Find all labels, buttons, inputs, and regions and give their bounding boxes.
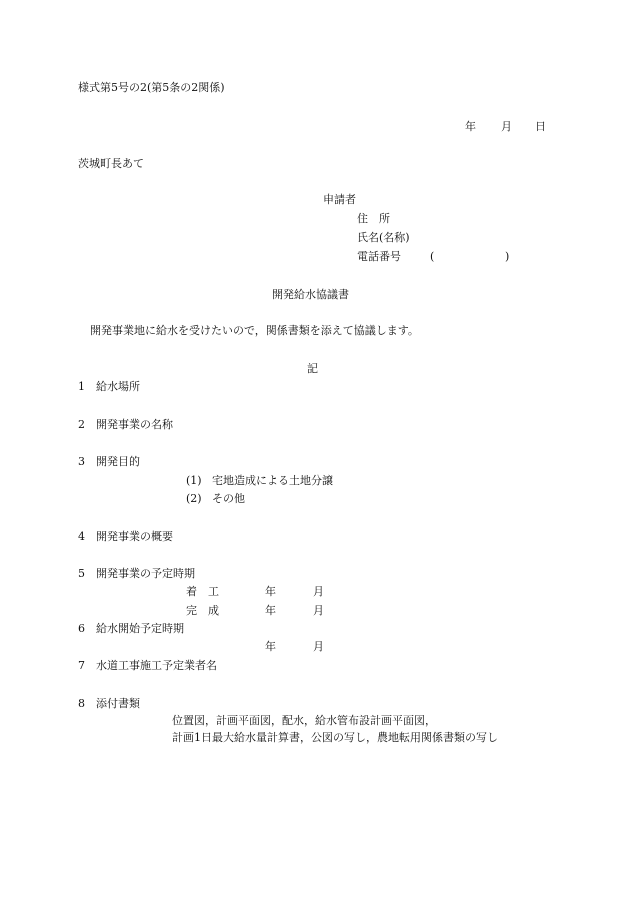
attachments-line: 計画1日最大給水量計算書，公図の写し，農地転用関係書類の写し [172,731,498,744]
item-label: 給水場所 [96,380,140,393]
supply-start-year: 年 [265,640,276,653]
schedule-complete-month: 月 [313,604,324,617]
attachments-line: 位置図，計画平面図，配水，給水管布設計画平面図， [172,714,436,727]
item-label: 開発事業の予定時期 [96,567,195,580]
phone-open-paren: ( [430,250,435,263]
form-number: 様式第5号の2(第5条の2関係) [78,81,225,94]
item-number: 4 [78,530,85,543]
item-number: 5 [78,567,85,580]
item-number: 2 [78,418,85,431]
date-month: 月 [501,120,512,133]
body-text: 開発事業地に給水を受けたいので，関係書類を添えて協議します。 [90,324,419,337]
purpose-number: (1) [186,474,202,487]
supply-start-month: 月 [313,640,324,653]
item-label: 開発事業の名称 [96,418,173,431]
schedule-complete-label: 完 成 [186,604,219,617]
schedule-start-label: 着 工 [186,585,219,598]
applicant-label: 申請者 [323,193,356,206]
item-label: 開発事業の概要 [96,530,173,543]
item-number: 7 [78,659,85,672]
item-number: 1 [78,380,85,393]
schedule-start-month: 月 [313,585,324,598]
item-number: 8 [78,697,85,710]
applicant-address-label: 住 所 [357,212,390,225]
date-day: 日 [535,120,546,133]
schedule-complete-year: 年 [265,604,276,617]
addressee: 茨城町長あて [78,157,144,170]
applicant-phone-label: 電話番号 [357,250,401,263]
date-year: 年 [465,120,476,133]
phone-close-paren: ) [505,250,510,263]
item-label: 添付書類 [96,697,140,710]
purpose-number: (2) [186,492,202,505]
purpose-label: 宅地造成による土地分譲 [212,474,333,487]
purpose-label: その他 [212,492,245,505]
item-label: 給水開始予定時期 [96,622,184,635]
applicant-name-label: 氏名(名称) [357,231,410,244]
item-number: 6 [78,622,85,635]
schedule-start-year: 年 [265,585,276,598]
item-label: 開発目的 [96,455,140,468]
item-label: 水道工事施工予定業者名 [96,659,217,672]
ki-heading: 記 [307,362,318,375]
item-number: 3 [78,455,85,468]
document-title: 開発給水協議書 [272,288,349,301]
